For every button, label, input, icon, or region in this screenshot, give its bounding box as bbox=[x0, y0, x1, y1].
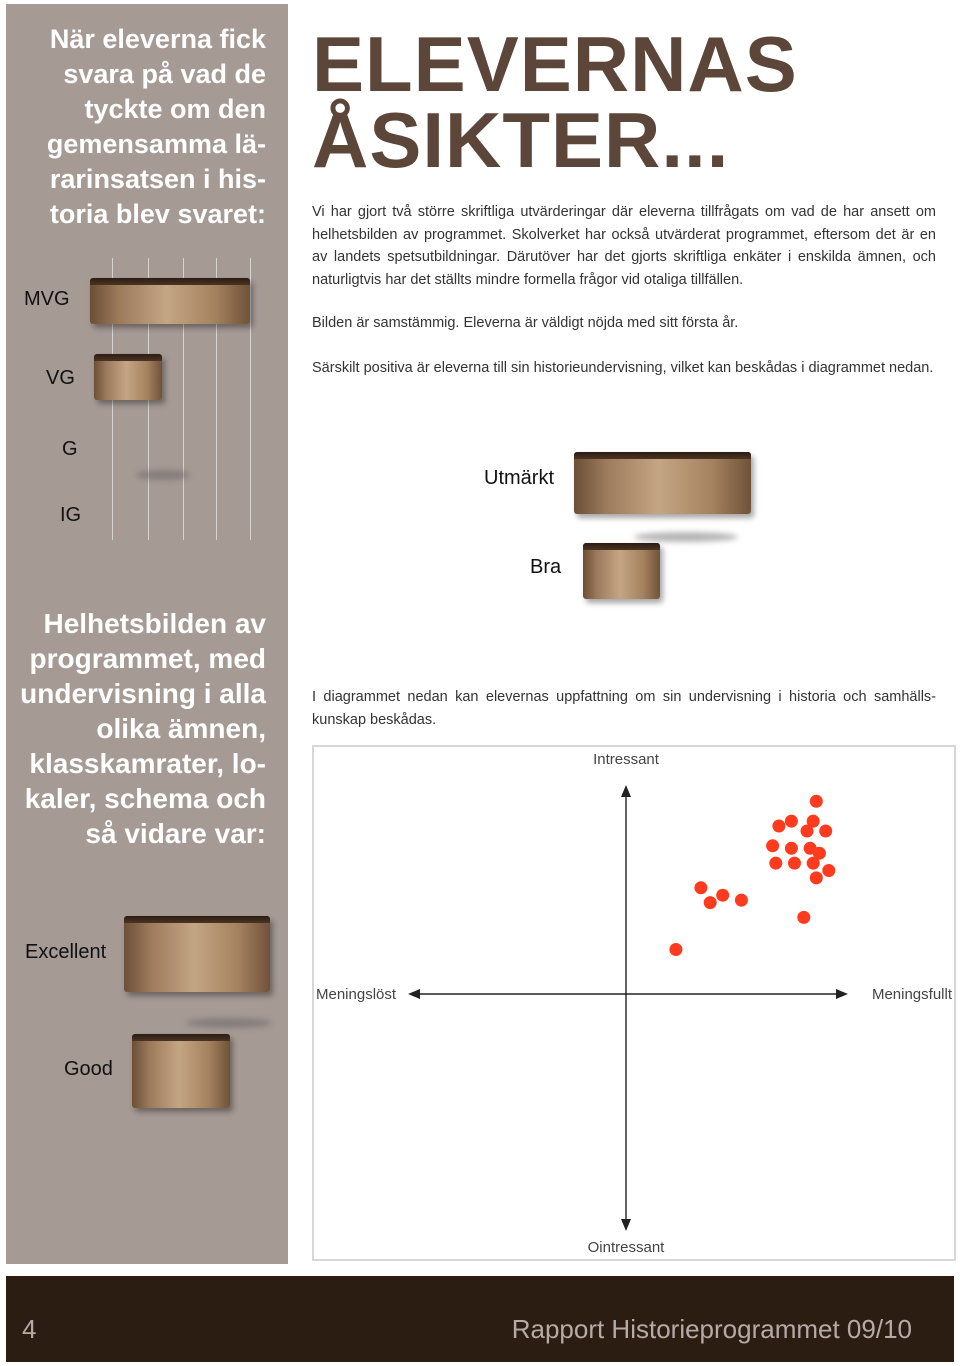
scatter-point bbox=[819, 825, 832, 838]
bar-good bbox=[132, 1034, 230, 1108]
heading-line: tyckte om den bbox=[84, 94, 266, 124]
heading-line: klasskamrater, lo- bbox=[29, 748, 266, 779]
bar-label-excellent: Excellent bbox=[25, 941, 107, 963]
heading-line: så vidare var: bbox=[85, 818, 266, 849]
axis-label-bottom: Ointressant bbox=[587, 1239, 665, 1256]
heading-line: toria blev svaret: bbox=[49, 199, 266, 229]
footer-title: Rapport Historieprogrammet 09/10 bbox=[511, 1314, 912, 1344]
scatter-point bbox=[766, 839, 779, 852]
bar-shadow bbox=[634, 532, 738, 542]
scatter-point bbox=[785, 842, 798, 855]
footer bbox=[6, 1276, 954, 1362]
bar-label-ig: IG bbox=[60, 504, 82, 526]
scatter-point bbox=[785, 815, 798, 828]
page-number: 4 bbox=[22, 1314, 37, 1344]
bar-shadow bbox=[186, 1018, 272, 1028]
summary-paragraph: Bilden är samstämmig. Eleverna är väldigt nöjda med sitt första år. bbox=[312, 315, 739, 331]
heading-line: gemensamma lä- bbox=[46, 129, 266, 159]
page-title bbox=[312, 20, 942, 184]
bar-mvg bbox=[90, 278, 250, 324]
bar-label-vg: VG bbox=[46, 367, 75, 389]
scatter-point bbox=[822, 864, 835, 877]
scatter-point bbox=[797, 911, 810, 924]
title-line: ÅSIKTER... bbox=[312, 96, 730, 184]
bar-utmarkt bbox=[574, 452, 751, 514]
intro-paragraph: Vi har gjort två större skriftliga utvärderingar där eleverna tillfrågats om vad de har ansett om helhetsbilden av programmet. Skolverket har också utvärderat programmet, eftersom det är en av landets spetsutbildningar. Därutöver har det gjorts skriftliga enkäter i enskilda ämnen, och naturligtvis har det ställts mindre formella frågor vid otaliga tillfällen. bbox=[312, 204, 936, 288]
title-line: ELEVERNAS bbox=[312, 20, 798, 108]
axis-label-left: Meningslöst bbox=[316, 986, 397, 1003]
scatter-point bbox=[810, 795, 823, 808]
bar-label-utmarkt: Utmärkt bbox=[484, 467, 554, 489]
bar-vg bbox=[94, 354, 162, 400]
heading-line: rarinsatsen i his- bbox=[49, 164, 266, 194]
heading-line: När eleverna fick bbox=[49, 24, 266, 54]
bar-g-shadow bbox=[136, 470, 190, 480]
scatter-point bbox=[716, 889, 729, 902]
heading-line: kaler, schema och bbox=[24, 783, 266, 814]
history-paragraph: Särskilt positiva är eleverna till sin historieundervisning, vilket kan beskådas i diagrammet nedan. bbox=[312, 360, 934, 376]
axis-label-right: Meningsfullt bbox=[871, 986, 952, 1003]
scatter-point bbox=[772, 820, 785, 833]
bar-excellent bbox=[124, 916, 270, 992]
scatter-points bbox=[669, 795, 835, 956]
sidebar-heading-overall bbox=[14, 606, 266, 851]
heading-line: programmet, med bbox=[29, 643, 266, 674]
sidebar-heading-grades bbox=[14, 22, 266, 232]
scatter-point bbox=[801, 825, 814, 838]
scatter-intro-paragraph: I diagrammet nedan kan elevernas uppfattning om sin undervisning i historia och samhälls-kunskap beskådas. bbox=[312, 689, 936, 728]
x-axis-arrow-right bbox=[836, 989, 848, 999]
y-axis-arrow-top bbox=[621, 785, 631, 797]
axis-label-top: Intressant bbox=[593, 751, 659, 768]
scatter-point bbox=[769, 857, 782, 870]
scatter-point bbox=[735, 894, 748, 907]
heading-line: undervisning i alla bbox=[20, 678, 266, 709]
scatter-svg bbox=[314, 747, 954, 1259]
y-axis-arrow-bottom bbox=[621, 1219, 631, 1231]
scatter-chart bbox=[312, 745, 956, 1261]
heading-line: Helhetsbilden av bbox=[43, 608, 266, 639]
scatter-point bbox=[788, 857, 801, 870]
heading-line: olika ämnen, bbox=[96, 713, 266, 744]
scatter-point bbox=[704, 896, 717, 909]
heading-line: svara på vad de bbox=[63, 59, 266, 89]
scatter-point bbox=[810, 871, 823, 884]
scatter-point bbox=[807, 857, 820, 870]
bar-bra bbox=[583, 543, 660, 599]
grid-line bbox=[250, 258, 251, 540]
scatter-point bbox=[694, 881, 707, 894]
x-axis-arrow-left bbox=[408, 989, 420, 999]
bar-label-bra: Bra bbox=[530, 556, 562, 578]
scatter-point bbox=[669, 943, 682, 956]
bar-label-good: Good bbox=[64, 1058, 113, 1080]
bar-label-mvg: MVG bbox=[24, 288, 70, 310]
bar-label-g: G bbox=[62, 438, 78, 460]
